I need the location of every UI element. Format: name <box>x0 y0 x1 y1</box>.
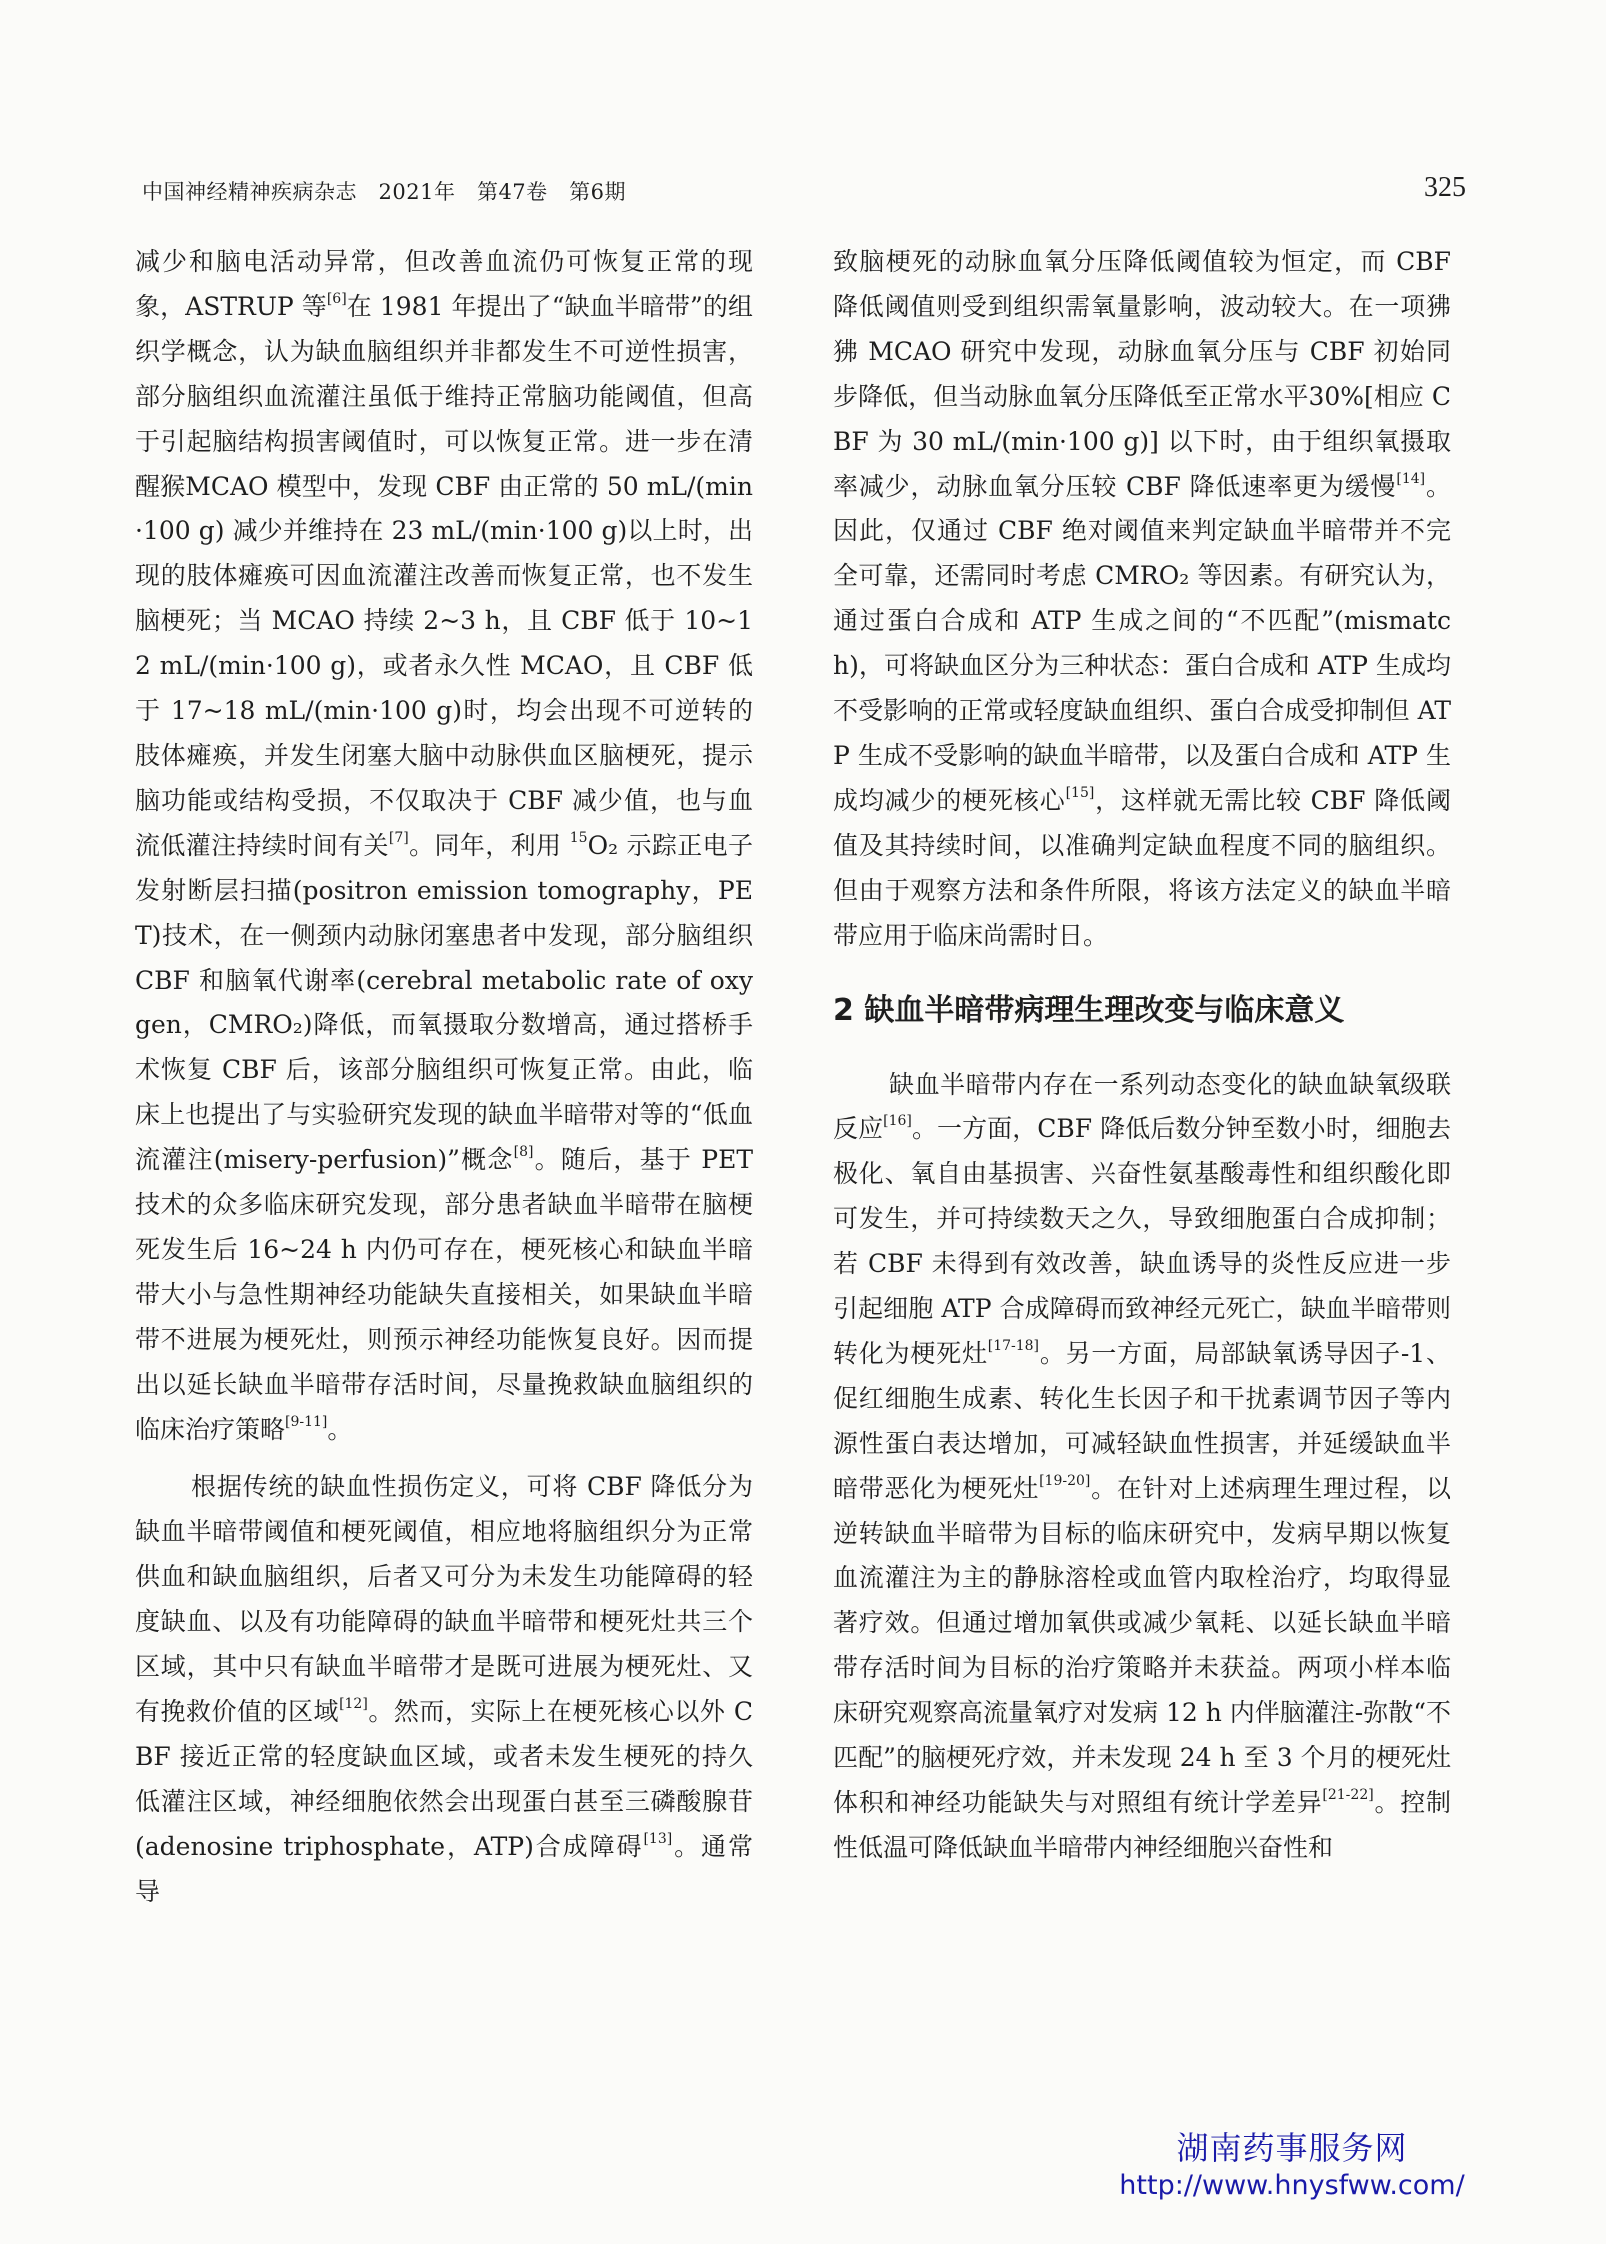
text-run: 根据传统的缺血性损伤定义，可将 CBF 降低分为缺血半暗带阈值和梗死阈值，相应地将脑组织分为正常供血和缺血脑组织，后者又可分为未发生功能障碍的轻度缺血、以及有功能障碍的缺血半暗带和梗死灶共三个区域，其中只有缺血半暗带才是既可进展为梗死灶、又有挽救价值的区域 <box>135 1472 753 1726</box>
citation-ref: [6] <box>326 290 347 307</box>
citation-ref: [19-20] <box>1039 1472 1091 1489</box>
text-run: 。一方面，CBF 降低后数分钟至数小时，细胞去极化、氧自由基损害、兴奋性氨基酸毒性和组织酸化即可发生，并可持续数天之久，导致细胞蛋白合成抑制；若 CBF 未得到有效改善，缺血诱导的炎性反应进一步引起细胞 ATP 合成障碍而致神经元死亡，缺血半暗带则转化为梗死灶 <box>833 1114 1451 1368</box>
citation-ref: [7] <box>388 829 409 846</box>
citation-ref: [21-22] <box>1322 1787 1374 1803</box>
citation-ref: [8] <box>513 1144 534 1161</box>
paragraph-astrup-history <box>135 240 753 1452</box>
text-run: 。控制性低温可降低缺血半暗带内神经细胞兴奋性和 <box>833 1788 1451 1862</box>
text-run: 。同年，利用 <box>408 830 570 860</box>
citation-ref: [12] <box>339 1696 368 1712</box>
text-run: 。随后，基于 PET 技术的众多临床研究发现，部分患者缺血半暗带在脑梗死发生后 16~24 h 内仍可存在，梗死核心和缺血半暗带大小与急性期神经功能缺失直接相关，如果缺血半暗带不进展为梗死灶，则预示神经功能恢复良好。因而提出以延长缺血半暗带存活时间，尽量挽救缺血脑组织的临床治疗策略 <box>135 1145 753 1444</box>
citation-ref: [15] <box>1065 784 1095 801</box>
watermark <box>1092 2128 1492 2204</box>
watermark-url[interactable]: http://www.hnysfww.com/ <box>1119 2170 1465 2201</box>
text-run: 缺血半暗带内存在一系列动态变化的缺血缺氧级联反应 <box>833 1069 1451 1144</box>
text-run: 。 <box>327 1414 353 1444</box>
paragraph-pathophysiology <box>833 1063 1451 1871</box>
citation-ref: [14] <box>1396 470 1426 487</box>
running-header <box>142 172 1466 212</box>
text-run: 致脑梗死的动脉血氧分压降低阈值较为恒定，而 CBF 降低阈值则受到组织需氧量影响，波动较大。在一项狒狒 MCAO 研究中发现，动脉血氧分压与 CBF 初始同步降低，但当动脉血氧分压降低至正常水平30%[相应 CBF 为 30 mL/(min·100 g)] 以下时，由于组织氧摄取率减少，动脉血氧分压较 CBF 降低速率更为缓慢 <box>833 247 1451 501</box>
text-run: 减少和脑电活动异常，但改善血流仍可恢复正常的现象，ASTRUP 等 <box>135 247 753 321</box>
citation-ref: [17-18] <box>987 1337 1040 1354</box>
text-run: 。通常导 <box>135 1831 753 1906</box>
left-column <box>135 240 753 1915</box>
paragraph-oxygen-mismatch <box>833 240 1451 959</box>
text-run: 。另一方面，局部缺氧诱导因子-1、促红细胞生成素、转化生长因子和干扰素调节因子等内源性蛋白表达增加，可减轻缺血性损害，并延缓缺血半暗带恶化为梗死灶 <box>833 1338 1451 1503</box>
text-run: 。在针对上述病理生理过程，以逆转缺血半暗带为目标的临床研究中，发病早期以恢复血流灌注为主的静脉溶栓或血管内取栓治疗，均取得显著疗效。但通过增加氧供或减少氧耗、以延长缺血半暗带存活时间为目标的治疗策略并未获益。两项小样本临床研究观察高流量氧疗对发病 12 h 内伴脑灌注-弥散“不匹配”的脑梗死疗效，并未发现 24 h 至 3 个月的梗死灶体积和神经功能缺失与对照组有统计学差异 <box>833 1473 1451 1817</box>
text-run: 在 1981 年提出了“缺血半暗带”的组织学概念，认为缺血脑组织并非都发生不可逆性损害，部分脑组织血流灌注虽低于维持正常脑功能阈值，但高于引起脑结构损害阈值时，可以恢复正常。进一步在清醒猴MCAO 模型中，发现 CBF 由正常的 50 mL/(min·100 g) 减少并维持在 23 mL/(min·100 g)以上时，出现的肢体瘫痪可因血流灌注改善而恢复正常，也不发生脑梗死；当 MCAO 持续 2~3 h，且 CBF 低于 10~12 mL/(min·100 g)，或者永久性 MCAO，且 CBF 低于 17~18 mL/(min·100 g)时，均会出现不可逆转的肢体瘫痪，并发生闭塞大脑中动脉供血区脑梗死，提示脑功能或结构受损，不仅取决于 CBF 减少值，也与血流低灌注持续时间有关 <box>135 291 753 860</box>
journal-info: 中国神经精神疾病杂志 2021年 第47卷 第6期 <box>142 180 627 204</box>
text-run: ，这样就无需比较 CBF 降低阈值及其持续时间，以准确判定缺血程度不同的脑组织。但由于观察方法和条件所限，将该方法定义的缺血半暗带应用于临床尚需时日。 <box>833 785 1451 950</box>
watermark-site-name: 湖南药事服务网 <box>1176 2129 1408 2167</box>
paragraph-cbf-thresholds <box>135 1465 753 1914</box>
text-run: 。然而，实际上在梗死核心以外 CBF 接近正常的轻度缺血区域，或者未发生梗死的持久低灌注区域，神经细胞依然会出现蛋白甚至三磷酸腺苷(adenosine triphosphate，ATP)合成障碍 <box>135 1697 753 1861</box>
citation-ref: [13] <box>643 1830 673 1847</box>
text-run: 。因此，仅通过 CBF 绝对阈值来判定缺血半暗带并不完全可靠，还需同时考虑 CMRO₂ 等因素。有研究认为，通过蛋白合成和 ATP 生成之间的“不匹配”(mismatch)，可将缺血区分为三种状态：蛋白合成和 ATP 生成均不受影响的正常或轻度缺血组织、蛋白合成受抑制但 ATP 生成不受影响的缺血半暗带，以及蛋白合成和 ATP 生成均减少的梗死核心 <box>833 471 1451 815</box>
section-heading: 2 缺血半暗带病理生理改变与临床意义 <box>833 992 1345 1028</box>
citation-ref: 15 <box>569 829 588 846</box>
page-number: 325 <box>1424 172 1466 203</box>
citation-ref: [9-11] <box>285 1413 328 1430</box>
citation-ref: [16] <box>883 1113 912 1130</box>
right-column <box>833 240 1451 1871</box>
text-run: O₂ 示踪正电子发射断层扫描(positron emission tomography，PET)技术，在一侧颈内动脉闭塞患者中发现，部分脑组织 CBF 和脑氧代谢率(cerebral metabolic rate of oxygen，CMRO₂)降低，而氧摄取分数增高，通过搭桥手术恢复 CBF 后，该部分脑组织可恢复正常。由此，临床上也提出了与实验研究发现的缺血半暗带对等的“低血流灌注(misery-perfusion)”概念 <box>135 830 753 1175</box>
